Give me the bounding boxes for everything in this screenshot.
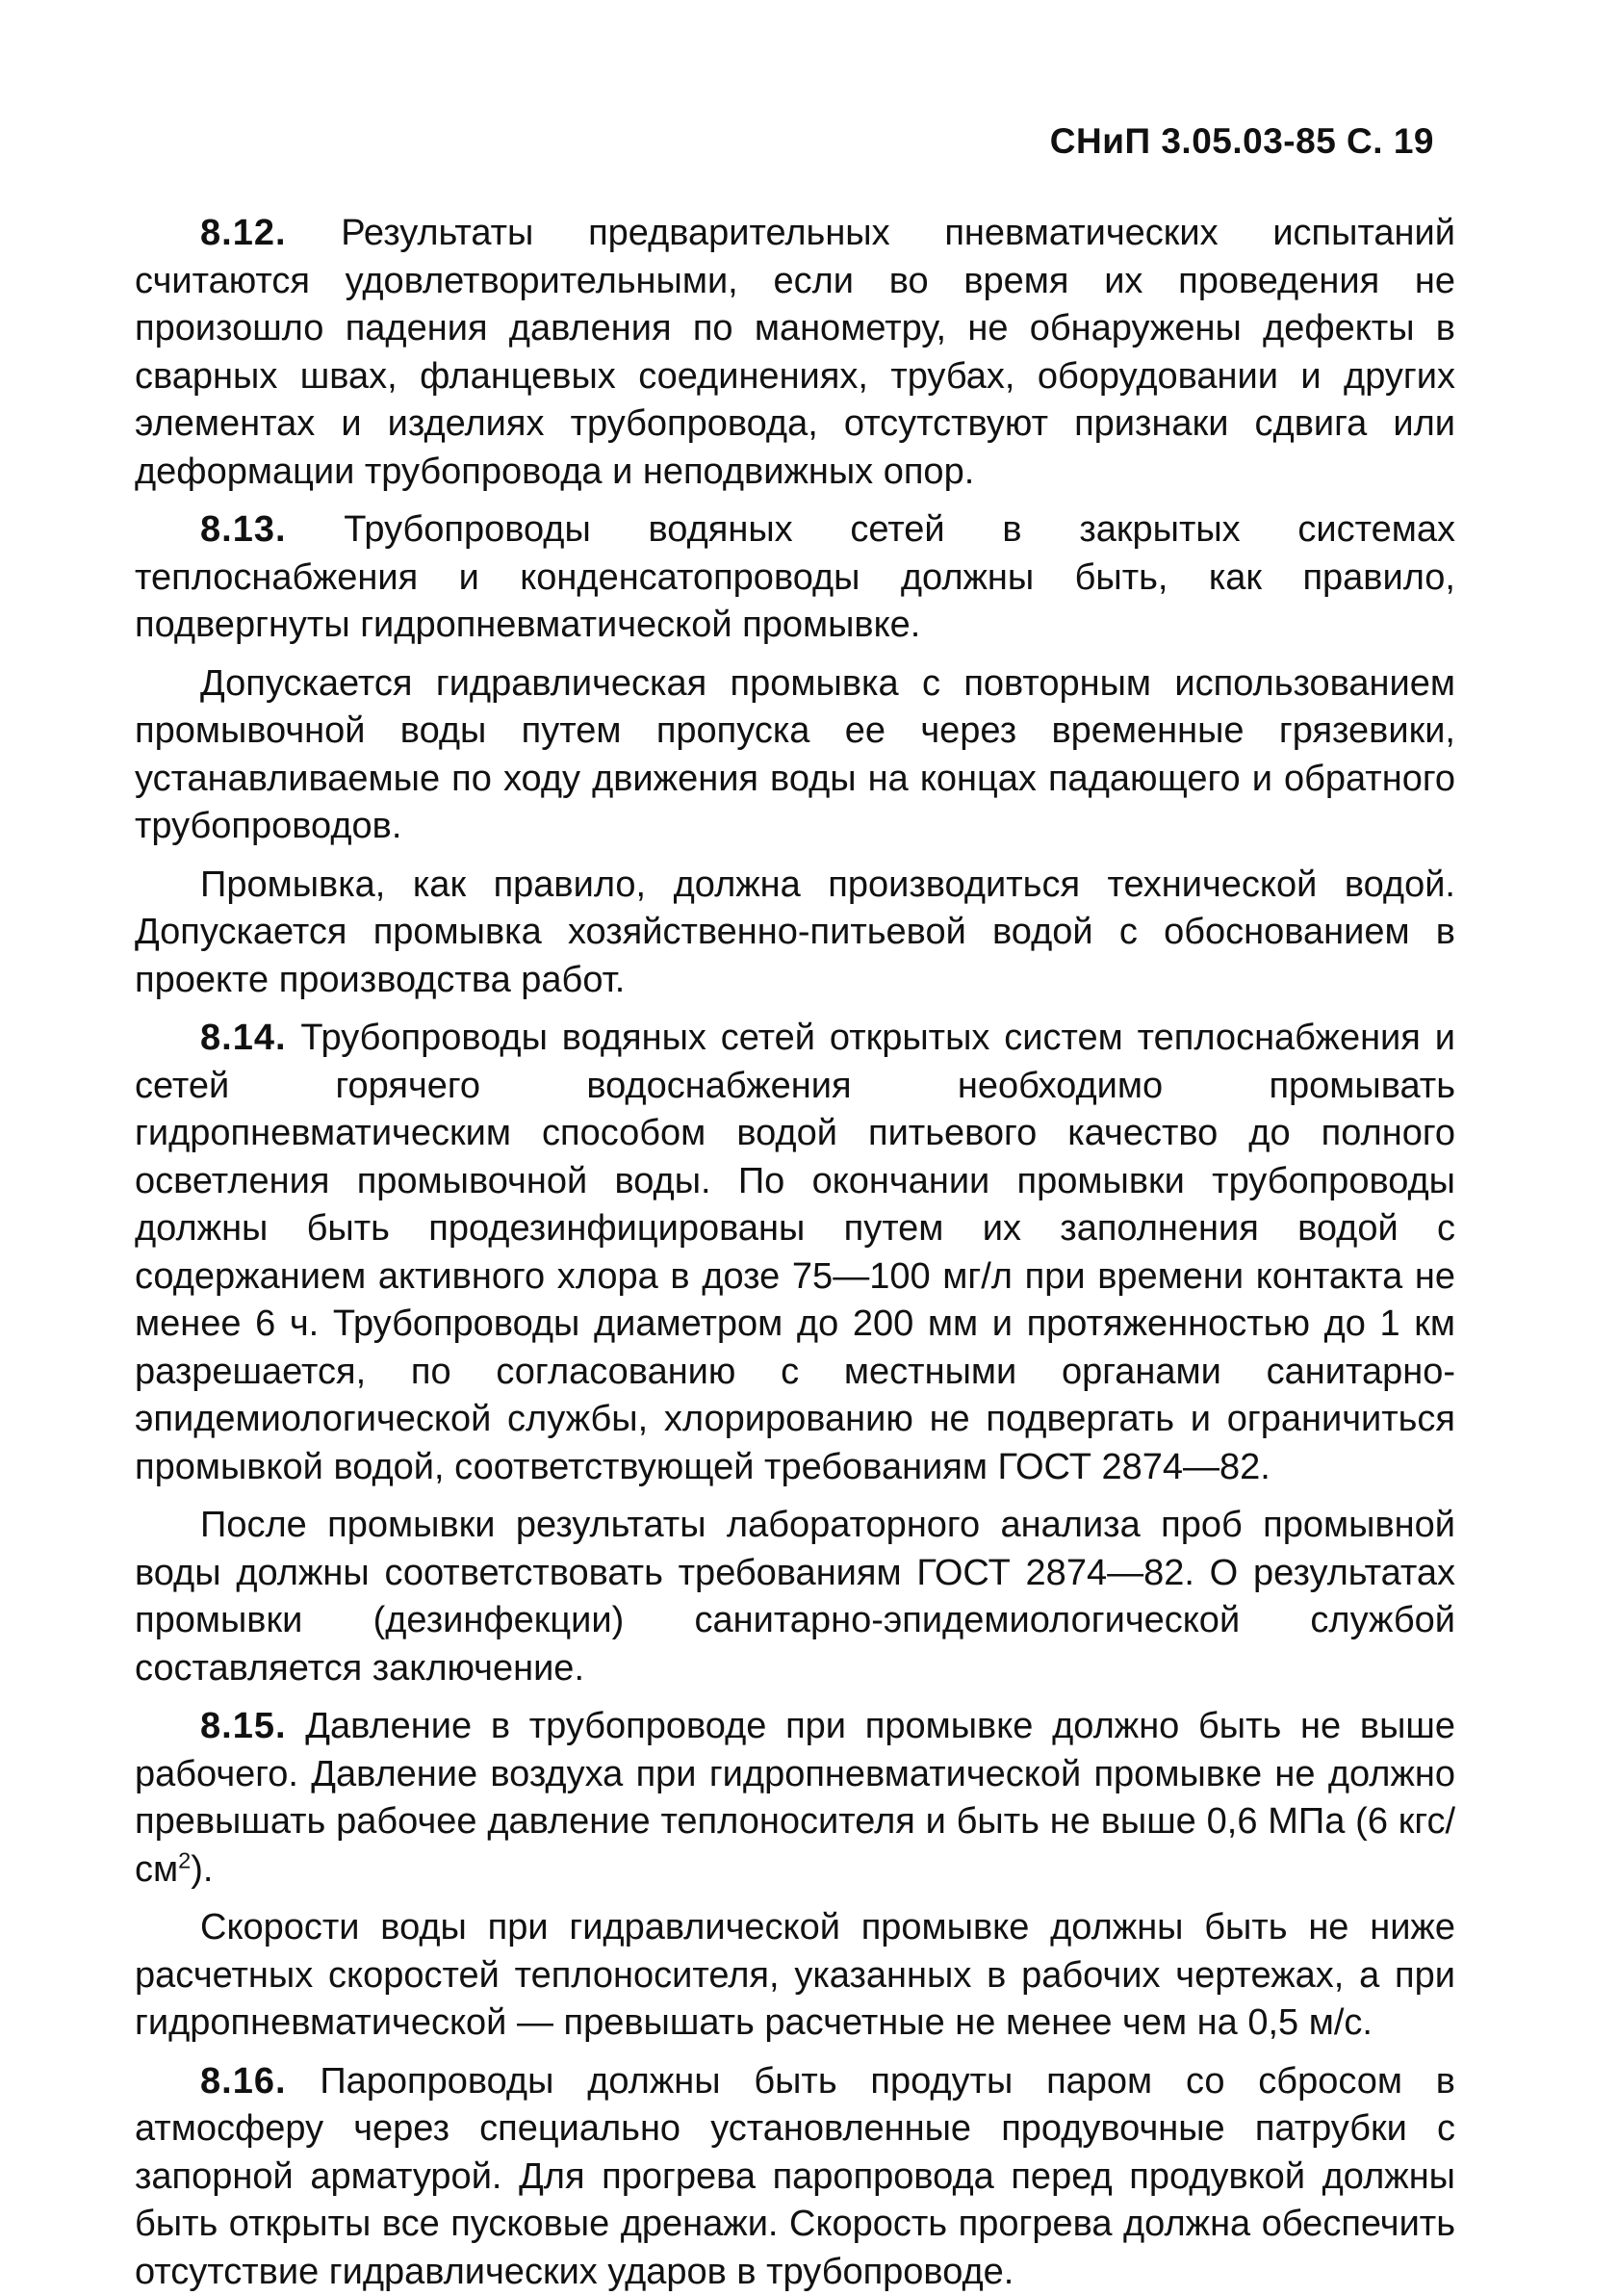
clause-number: 8.13.: [200, 509, 287, 550]
clause-text-tail: ).: [191, 1849, 213, 1890]
clause-number: 8.14.: [200, 1018, 287, 1058]
clause-text: Давление в трубопроводе при промывке должно быть не выше рабочего. Давление воздуха при гидропневматической промывке не должно превышать рабочее давление теплоносителя и быть не выше 0,6 МПа (6 кгс/см: [135, 1706, 1455, 1890]
clause-number: 8.12.: [200, 213, 287, 253]
superscript: 2: [178, 1847, 191, 1872]
paragraph: [135, 1502, 1455, 1692]
clause-text: Результаты предварительных пневматических испытаний считаются удовлетворительными, если во время их проведения не произошло падения давления по манометру, не обнаружены дефекты в сварных швах, фланцевых соединениях, трубах, оборудовании и других элементах и изделиях трубопровода, отсутствуют признаки сдвига или деформации трубопровода и неподвижных опор.: [135, 213, 1455, 492]
clause-8-13: [135, 506, 1455, 650]
paragraph: [135, 660, 1455, 851]
clause-text: Трубопроводы водяных сетей в закрытых системах теплоснабжения и конденсатопроводы должны быть, как правило, подвергнуты гидропневматической промывке.: [135, 509, 1455, 645]
clause-number: 8.16.: [200, 2061, 287, 2102]
clause-8-16: [135, 2058, 1455, 2296]
paragraph-text: Скорости воды при гидравлической промывке должны быть не ниже расчетных скоростей теплоносителя, указанных в рабочих чертежах, а при гидропневматической — превышать расчетные не менее чем на 0,5 м/с.: [135, 1907, 1455, 2043]
clause-text: Трубопроводы водяных сетей открытых систем теплоснабжения и сетей горячего водоснабжения необходимо промывать гидропневматическим способом водой питьевого качество до полного осветления промывочной воды. По окончании промывки трубопроводы должны быть продезинфицированы путем их заполнения водой с содержанием активного хлора в дозе 75—100 мг/л при времени контакта не менее 6 ч. Трубопроводы диаметром до 200 мм и протяженностью до 1 км разрешается, по согласованию с местными органами санитарно-эпидемиологической службы, хлорированию не подвергать и ограничиться промывкой водой, соответствующей требованиям ГОСТ 2874—82.: [135, 1018, 1455, 1487]
document-body: [135, 210, 1455, 2296]
page-header: СНиП 3.05.03-85 С. 19: [1050, 121, 1434, 162]
clause-8-12: [135, 210, 1455, 496]
paragraph: [135, 1904, 1455, 2048]
clause-text: Паропроводы должны быть продуты паром со сбросом в атмосферу через специально установленные продувочные патрубки с запорной арматурой. Для прогрева паропровода перед продувкой должны быть открыты все пусковые дренажи. Скорость прогрева должна обеспечить отсутствие гидравлических ударов в трубопроводе.: [135, 2061, 1455, 2292]
clause-number: 8.15.: [200, 1706, 287, 1746]
paragraph-text: Промывка, как правило, должна производиться технической водой. Допускается промывка хозяйственно-питьевой водой с обоснованием в проекте производства работ.: [135, 864, 1455, 1000]
clause-8-15: [135, 1703, 1455, 1894]
paragraph-text: После промывки результаты лабораторного анализа проб промывной воды должны соответствовать требованиям ГОСТ 2874—82. О результатах промывки (дезинфекции) санитарно-эпидемиологической службой составляется заключение.: [135, 1505, 1455, 1689]
paragraph-text: Допускается гидравлическая промывка с повторным использованием промывочной воды путем пропуска ее через временные грязевики, устанавливаемые по ходу движения воды на концах падающего и обратного трубопроводов.: [135, 663, 1455, 847]
clause-8-14: [135, 1015, 1455, 1491]
paragraph: [135, 862, 1455, 1005]
